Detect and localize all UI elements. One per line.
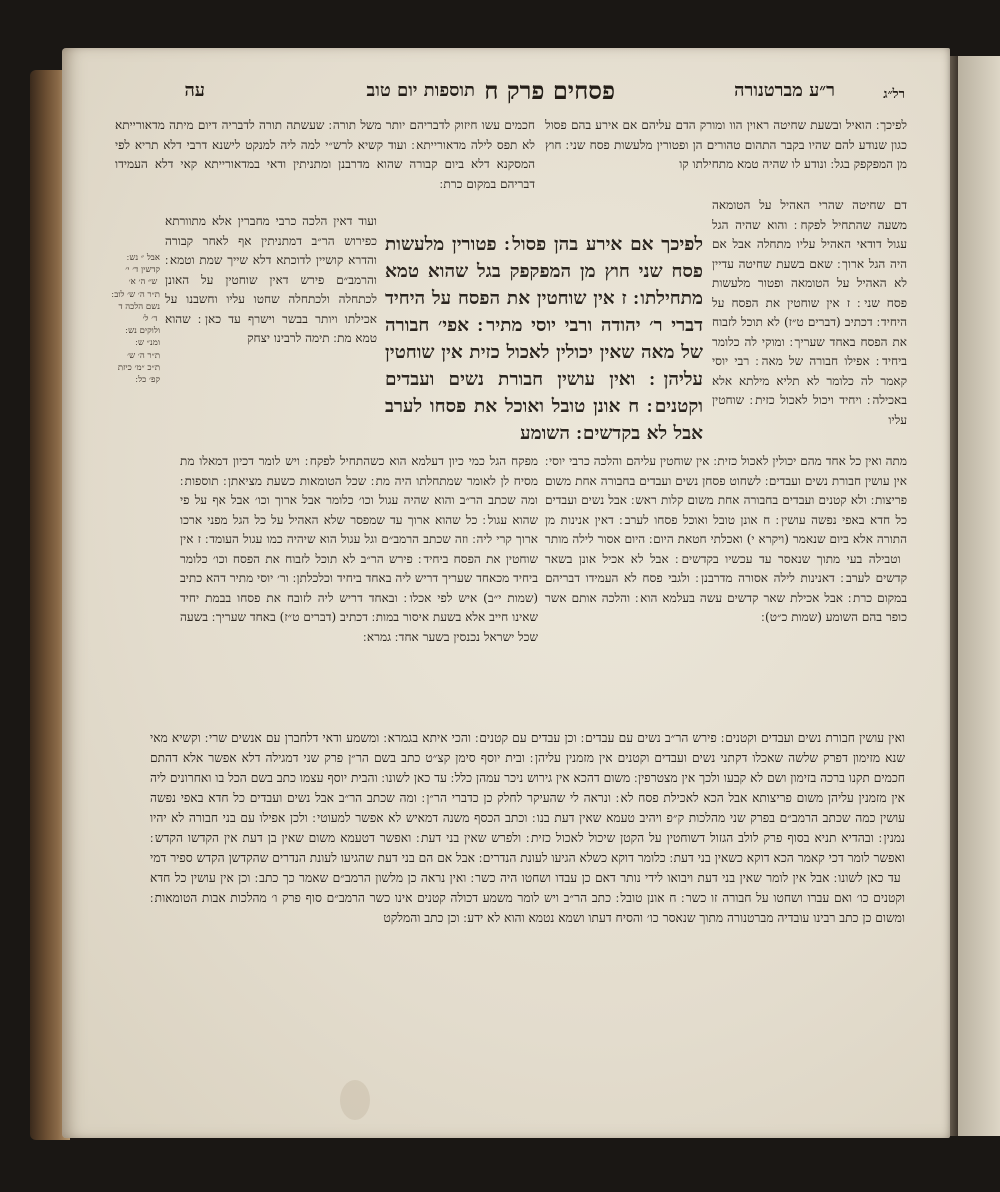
folio-number: עה [184, 80, 205, 101]
margin-note: ׃ ד׳ ל׳ [142, 314, 160, 325]
header-bartenura: ר״ע מברטנורה [734, 80, 835, 101]
margin-note: ת״ר ה׳ ש׳ לוב ׃ [111, 289, 160, 300]
bartenura-middle-text: מתה ואין כל אחד מהם יכולין לאכול כזית ׃ אין שוחטין עליהם והלכה כרבי יוסי ׃ אין עושין חבורת נשים ועבדים ׃ לשחוט פסחן נשים ועבדים בחבורה אחת משום פריצות ׃ ולא קטנים ועבדים בחבורה אחת משום קלות ראש ׃ אבל נשים ועבדים כל חדא באפי נפשה עושין ׃ ח אונן טובל ואוכל פסחו לערב ׃ דאין אנינות מן התורה אלא ביום שנאמר (ויקרא י) ואכלתי חטאת היום ׃ היום אסור לילה מותר ׃ וטבילה בעי מתוך שנאסר עד עכשיו בקדשים ׃ אבל לא אכיל אונן בשאר קדשים לערב ׃ דאנינות לילה אסורה מדרבנן ׃ ולגבי פסח לא העמידו דבריהם במקום כרת ׃ אבל אכילת שאר קדשים עשה בעלמא הוא ׃ והלכה אותם אשר כופר בהם השומע (שמות כ״ט) ׃ [545, 454, 907, 624]
tosafot-middle-text: מפקח הגל כמי כיון דעלמא הוא כשהתחיל לפקח ׃ ויש לומר דכיון דמאלו מת מסיח לן לאומר שמתחלתו היה מת ׃ שכל הטומאות כשעת מציאתן ׃ תוספות ׃ ומה שכתב הר״ב והוא שהיה עגול וכו׳ כלומר אבל ארוך וכו׳ אבל אף על פי שהוא עגול ׃ כל שהוא ארוך עד שמפסר שלא האהיל על כל הגל מפני ארכו ארוך קרי ליה ׃ וזה שכתב הרמב״ם וגל עגול הוא שיהיה כמו עגול העומד ׃ ז אין שוחטין את הפסח ביחיד ׃ פירש הר״ב לא תוכל לזבוח את הפסח וכו׳ כלומר ביחיד מכאחד שעריך דריש ליה באחד ביחיד וכלכלתן ׃ ור׳ יוסי מתיר דהא כתיב (שמות י״ב) איש לפי אכלו ׃ ובאחד דריש ליה לזובח את פסחו בבמת יחיד שאינו חייב אלא בשעת איסור במות ׃ דכתיב (דברים ט״ז) באחד שעריך ׃ בשעה שכל ישראל נכנסין בשער אחד ׃ גמרא ׃ [180, 454, 538, 644]
tosafot-bottom [150, 716, 905, 1016]
mishnah-text-block [385, 212, 703, 442]
tosafot-left-column [165, 212, 377, 444]
margin-note: קפ׳ כל ׃ [135, 375, 160, 386]
bartenura-top-text: לפיכך ׃ הואיל ובשעת שחיטה ראוין הוו ומורק הדם עליהם אם אירע בהם פסול כגון שנודע להם שהיו בקבר התהום טהורים הן ופטורין מלעשות פסח שני ׃ חוץ מן המפקפק בגל ׃ ונודע לו שהיה טמא מתחילתו קו [545, 118, 907, 171]
margin-note: קדשין ד׳ י׳ [125, 265, 160, 276]
tosafot-left-text: ועוד דאין הלכה כרבי מחברין אלא מתוורתא כפירוש הר״ב דמתניתין אף לאחר קבורה והדרא קושיין לדוכתא דלא שייך שמת וטמא ׃ והרמב״ם פירש דאין שוחטין על האונן לכתחלה ולכתחלה שחטו עליו וחשבנו על אכילתו ויותר בבשר וישרף עד כאן ׃ שהוא טמא מת ׃ תימה לרבינו יצחק [165, 214, 377, 345]
margin-note: ת״ר ה׳ ש׳ [127, 350, 160, 361]
tosafot-bottom-text: ואין עושין חבורת נשים ועבדים וקטנים ׃ פירש הר״ב נשים עם עבדים ׃ וכן עבדים עם קטנים ׃ והכי איתא בגמרא ׃ ומשמע ודאי דלחברן עם אנשים שרי ׃ וקשיא מאי שנא מזימון דפרק שלשה שאכלו דקתני נשים ועבדים וקטנים אין מזמנין עליהן ׃ ובית יוסף סימן קצ״ט כתב בשם הר״ן פרק שני דמגילה דלא אפשר אלא דהתם חכמים תקנו ברכה בזימון ושם לא קבעו ולכך אין מצטרפין ׃ משום דהכא אין גירוש ניכר עמהן כלל ׃ עד כאן לשונו ׃ והבית יוסף עצמו כתב בשם הכל בו ואחרונים ליה אין מזמנין עליהן משום פריצותא אבל הכא לאכילת פסח לא ׃ ונראה לי שהעיקר לחלק כן כדברי הר״ן ׃ ומה שכתב הר״ב אבל נשים ועבדים כל חדא באפי נפשה עושין כמה שכתב הרמב״ם בפרק שני מהלכות ק״פ ויהיב טעמא שאין דעת בנו ׃ וכתב הכסף משנה דמאיש לא אפשר למעוטי ׃ ולכן אפילו עם בני חבורה לא יהיו נמנין ׃ ובהדיא תניא בסוף פרק לולב הגזול דשוחטין על הקטן שיכול לאכול כזית ׃ ולפרש שאין בני דעת ׃ ואפשר דטעמא משום שאין בן דעת אין הקדשו הקדש ׃ ואפשר לומר דכי קאמר הכא דוקא כשאין בני דעת ׃ כלומר דוקא כשלא הגיעו לעונת הנדרים ׃ אבל אם הם בני דעת שהגיעו לעונת הנדרים שהקדשן הקדש ספיר דמי ׃ עד כאן לשונו ׃ אבל אין לומר שאין בני דעת ויבואו לידי נותר דאם כן עבדו ושחטו היה כשר ׃ ואין נראה כן מלשון הרמב״ם שאמר כך כתב ׃ וכן אין עושין כל חדא וקטנים כו׳ ואם עברו ושחטו על חבורה זו כשר ׃ ח אונן טובל ׃ כתב הר״ב ויש לומר משמע דכולה קטנים אינו כשר הרמב״ם סוף פרק ו׳ מהלכות אבות הטומאות ׃ ומשום כן כתב רבינו עובדיה מברטנורה מתוך שנאסר כו׳ והסיח דעתו ושמא נטמא והוא לא ידע ׃ וכן כתב והמלקט [150, 731, 905, 926]
bartenura-column-text: דם שחיטה שהרי האהיל על הטומאה משעה שהתחיל לפקח ׃ והוא שהיה הגל עגול דודאי האהיל עליו מתחלה אבל אם היה הגל ארוך ׃ שאם בשעת שחיטה עדיין לא האהיל על הטומאה ופטור מלעשות פסח שני ׃ ז אין שוחטין את הפסח על היחיד ׃ דכתיב (דברים ט״ז) לא תוכל לזבוח את הפסח באחד שעריך ׃ ומוקי לה כלומר ביחיד ׃ אפילו חבורה של מאה ׃ רבי יוסי קאמר לה כלומר לא תליא מילתא אלא באכילה ׃ ויחיד ויכול לאכול כזית ׃ שוחטין עליו [712, 198, 907, 427]
foliation-number: רל״ג [883, 87, 905, 102]
facing-page-edge [958, 56, 1000, 1136]
margin-note: ׃ ש״ ה׳ א׳ [128, 277, 160, 288]
bartenura-right-column [712, 196, 907, 454]
bartenura-top [545, 116, 907, 196]
margin-note: ומנ״ ש ׃ [135, 338, 160, 349]
margin-note: ולוקים נש ׃ [125, 326, 160, 337]
tosafot-top-text: חכמים עשו חיזוק לדבריהם יותר משל תורה ׃ שעשתה תורה לדבריה דיום מיתה מדאורייתא לא תפס לילה מדאורייתא ׃ ועוד קשיא לרש״י למה ליה למנקט לישנא דרבי דלא תריא לפי המסקנא דלא ביום קבורה שהוא מדרבנן ומתניתין ודאי במדאורייתא קאי דלא העמידו דבריהם במקום כרת ׃ [115, 118, 535, 191]
margin-notes [88, 252, 160, 402]
mishnah-text: לפיכך אם אירע בהן פסול ׃ פטורין מלעשות פסח שני חוץ מן המפקפק בגל שהוא טמא מתחילתו ׃ ז אין שוחטין את הפסח על היחיד דברי ר׳ יהודה ורבי יוסי מתיר ׃ אפי׳ חבורה של מאה שאין יכולין לאכול כזית אין שוחטין עליהן ׃ ואין עושין חבורת נשים ועבדים וקטנים ׃ ח אונן טובל ואוכל את פסחו לערב אבל לא בקדשים ׃ השומע [385, 233, 703, 442]
tosafot-middle [180, 452, 538, 714]
margin-note: נשם הלכה ד [118, 301, 160, 312]
margin-note: ת״כ ״מ׳ כיזת [117, 362, 160, 373]
tosafot-top [115, 116, 535, 212]
header-tosafot: תוספות יום טוב [366, 80, 475, 101]
paper-stain [340, 1080, 370, 1120]
page-header [110, 76, 905, 108]
bartenura-middle [545, 452, 907, 714]
margin-note: אבל ״ נש ׃ [126, 253, 160, 263]
header-chapter: פסחים פרק ח [484, 76, 615, 105]
